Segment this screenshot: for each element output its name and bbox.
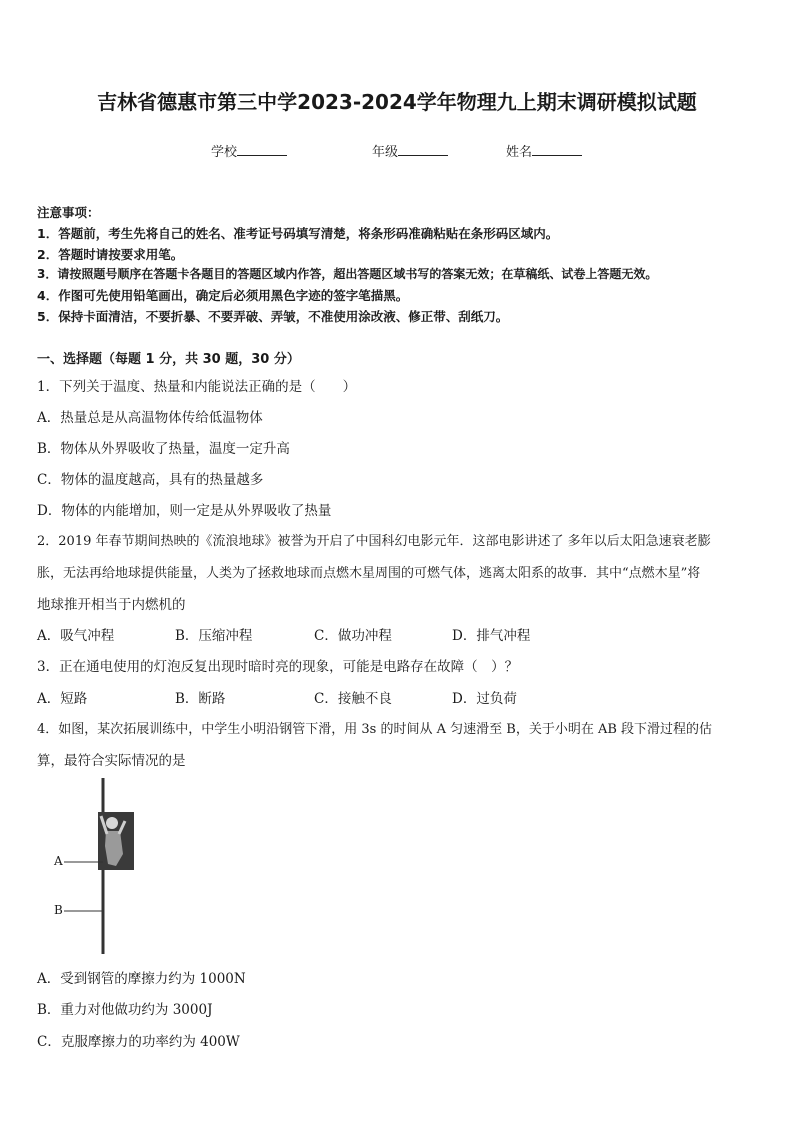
question-2-option-c: C．做功冲程 — [314, 628, 392, 644]
page-title: 吉林省德惠市第三中学2023-2024学年物理九上期末调研模拟试题 — [97, 90, 697, 114]
question-2-option-d: D．排气冲程 — [452, 628, 531, 644]
question-4-option-c: C．克服摩擦力的功率约为 400W — [37, 1034, 240, 1050]
name-blank — [532, 143, 582, 156]
notice-heading: 注意事项： — [37, 205, 100, 220]
question-1-stem: 1．下列关于温度、热量和内能说法正确的是（ ） — [37, 379, 357, 395]
question-2-option-b: B．压缩冲程 — [175, 628, 253, 644]
question-3-stem: 3．正在通电使用的灯泡反复出现时暗时亮的现象，可能是电路存在故障（ ）？ — [37, 659, 519, 675]
student-head — [106, 817, 118, 829]
name-field — [506, 141, 582, 160]
question-4-line: 算，最符合实际情况的是 — [37, 753, 186, 769]
school-label: 学校 — [211, 145, 238, 160]
grade-blank — [398, 143, 448, 156]
question-3-option-b: B．断路 — [175, 691, 226, 707]
question-2-line: 地球推开相当于内燃机的 — [37, 597, 186, 613]
grade-label: 年级 — [372, 145, 399, 160]
question-1-option-b: B．物体从外界吸收了热量，温度一定升高 — [37, 441, 290, 457]
school-blank — [237, 143, 287, 156]
name-label: 姓名 — [506, 145, 533, 160]
question-4-line: 4．如图，某次拓展训练中，中学生小明沿钢管下滑，用 3s 的时间从 A 匀速滑至 B，关于小明在 AB 段下滑过程的估 — [37, 722, 713, 737]
question-1-option-c: C．物体的温度越高，具有的热量越多 — [37, 472, 264, 488]
pole-diagram — [50, 776, 140, 956]
question-2-line: 胀，无法再给地球提供能量，人类为了拯救地球而点燃木星周围的可燃气体，逃离太阳系的故事．其中“点燃木星”将 — [37, 566, 701, 581]
notice-item: 3．请按照题号顺序在答题卡各题目的答题区域内作答，超出答题区域书写的答案无效；在草稿纸、试卷上答题无效。 — [37, 267, 658, 281]
notice-item: 5．保持卡面清洁，不要折暴、不要弄破、弄皱，不准使用涂改液、修正带、刮纸刀。 — [37, 309, 509, 324]
label-a: A — [54, 854, 63, 868]
section-heading: 一、选择题（每题 1 分，共 30 题，30 分） — [37, 352, 300, 367]
question-2-option-a: A．吸气冲程 — [37, 628, 115, 644]
question-1-option-d: D．物体的内能增加，则一定是从外界吸收了热量 — [37, 503, 332, 519]
question-3-option-d: D．过负荷 — [452, 691, 517, 707]
question-4-option-a: A．受到钢管的摩擦力约为 1000N — [37, 971, 246, 987]
label-b: B — [54, 903, 63, 917]
question-3-option-a: A．短路 — [37, 691, 88, 707]
question-4-option-b: B．重力对他做功约为 3000J — [37, 1002, 213, 1018]
steel-pipe-figure — [50, 776, 140, 956]
question-3-option-c: C．接触不良 — [314, 691, 392, 707]
notice-item: 2．答题时请按要求用笔。 — [37, 247, 184, 262]
notice-item: 4．作图可先使用铅笔画出，确定后必须用黑色字迹的签字笔描黑。 — [37, 288, 409, 303]
question-2-line: 2．2019 年春节期间热映的《流浪地球》被誉为开启了中国科幻电影元年．这部电影讲述了 多年以后太阳急速衰老膨 — [37, 534, 711, 549]
school-field — [211, 141, 287, 160]
notice-item: 1．答题前，考生先将自己的姓名、准考证号码填写清楚，将条形码准确粘贴在条形码区域内。 — [37, 226, 559, 241]
grade-field — [372, 141, 448, 160]
question-1-option-a: A．热量总是从高温物体传给低温物体 — [37, 410, 263, 426]
